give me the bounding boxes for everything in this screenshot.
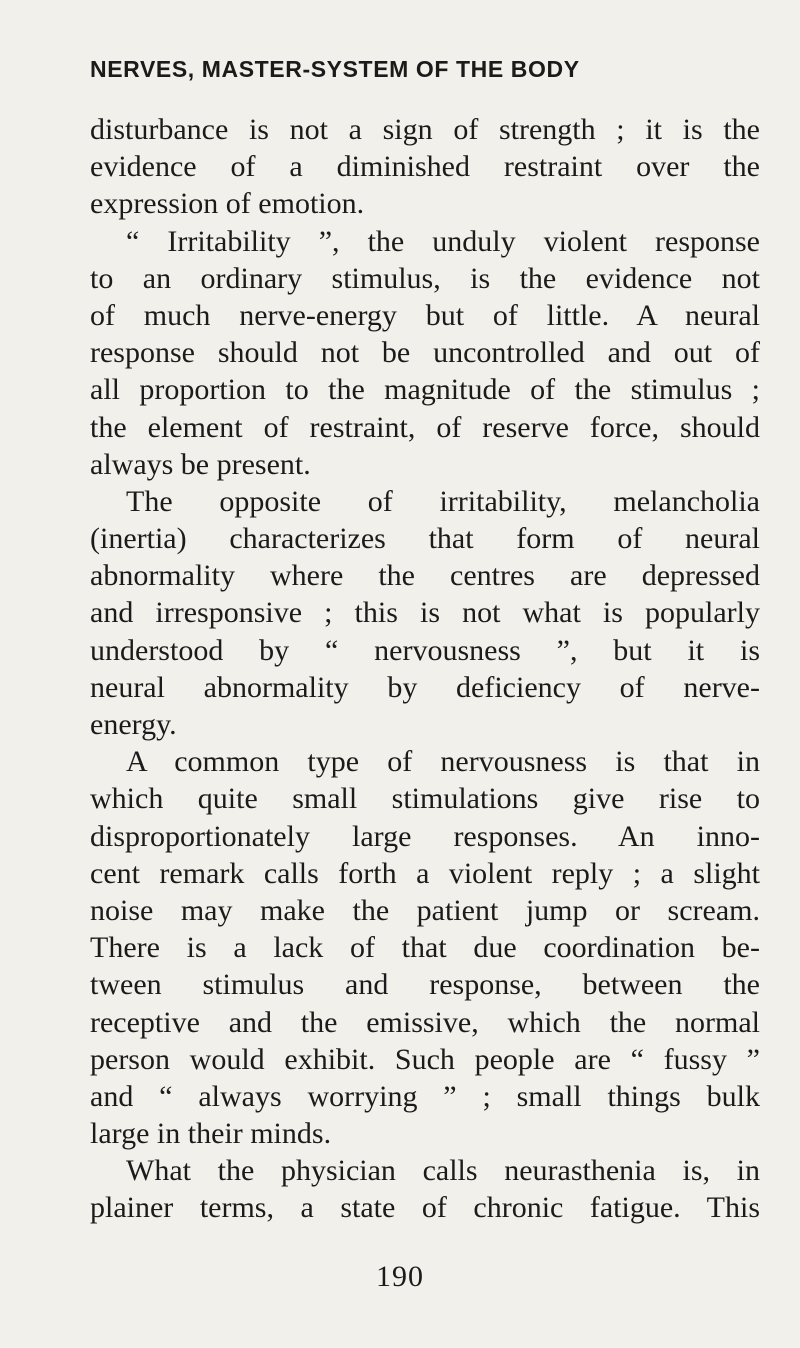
text-line: A common type of nervousness is that in [126, 745, 760, 779]
text-line: “ Irritability ”, the unduly violent response [126, 224, 760, 258]
text-line: expression of emotion. [90, 187, 365, 221]
text-line: which quite small stimulations give rise to [90, 782, 760, 816]
text-line: The opposite of irritability, melancholia [126, 484, 760, 518]
text-line: understood by “ nervousness ”, but it is [90, 633, 760, 667]
text-line: large in their minds. [90, 1117, 332, 1151]
text-line: There is a lack of that due coordination be- [90, 931, 760, 965]
text-line: always be present. [90, 447, 311, 481]
running-head: NERVES, MASTER-SYSTEM OF THE BODY [90, 56, 580, 82]
text-line: and irresponsive ; this is not what is popularly [90, 596, 760, 630]
text-line: all proportion to the magnitude of the stimulus ; [90, 373, 760, 407]
text-line: response should not be uncontrolled and out of [90, 336, 760, 370]
text-line: tween stimulus and response, between the [90, 968, 760, 1002]
body-text [90, 111, 760, 1227]
text-line: neural abnormality by deficiency of nerve- [90, 670, 760, 704]
text-line: disturbance is not a sign of strength ; it is the [90, 113, 760, 146]
text-line: energy. [90, 708, 177, 741]
text-line: noise may make the patient jump or scream. [90, 893, 760, 927]
text-line: cent remark calls forth a violent reply ; a slight [90, 856, 760, 890]
text-line: What the physician calls neurasthenia is, in [126, 1154, 760, 1188]
text-line: evidence of a diminished restraint over the [90, 150, 760, 184]
text-line: plainer terms, a state of chronic fatigue. This [90, 1191, 760, 1225]
text-line: to an ordinary stimulus, is the evidence not [90, 261, 760, 295]
text-line: abnormality where the centres are depressed [90, 559, 760, 593]
page-number: 190 [376, 1260, 424, 1293]
text-line: and “ always worrying ” ; small things bulk [90, 1079, 760, 1113]
text-line: (inertia) characterizes that form of neural [90, 522, 760, 556]
text-line: receptive and the emissive, which the normal [90, 1005, 760, 1039]
text-line: of much nerve-energy but of little. A neural [90, 298, 760, 332]
text-line: the element of restraint, of reserve force, should [90, 410, 760, 444]
text-line: person would exhibit. Such people are “ fussy ” [90, 1042, 760, 1076]
text-line: disproportionately large responses. An inno- [90, 819, 760, 853]
